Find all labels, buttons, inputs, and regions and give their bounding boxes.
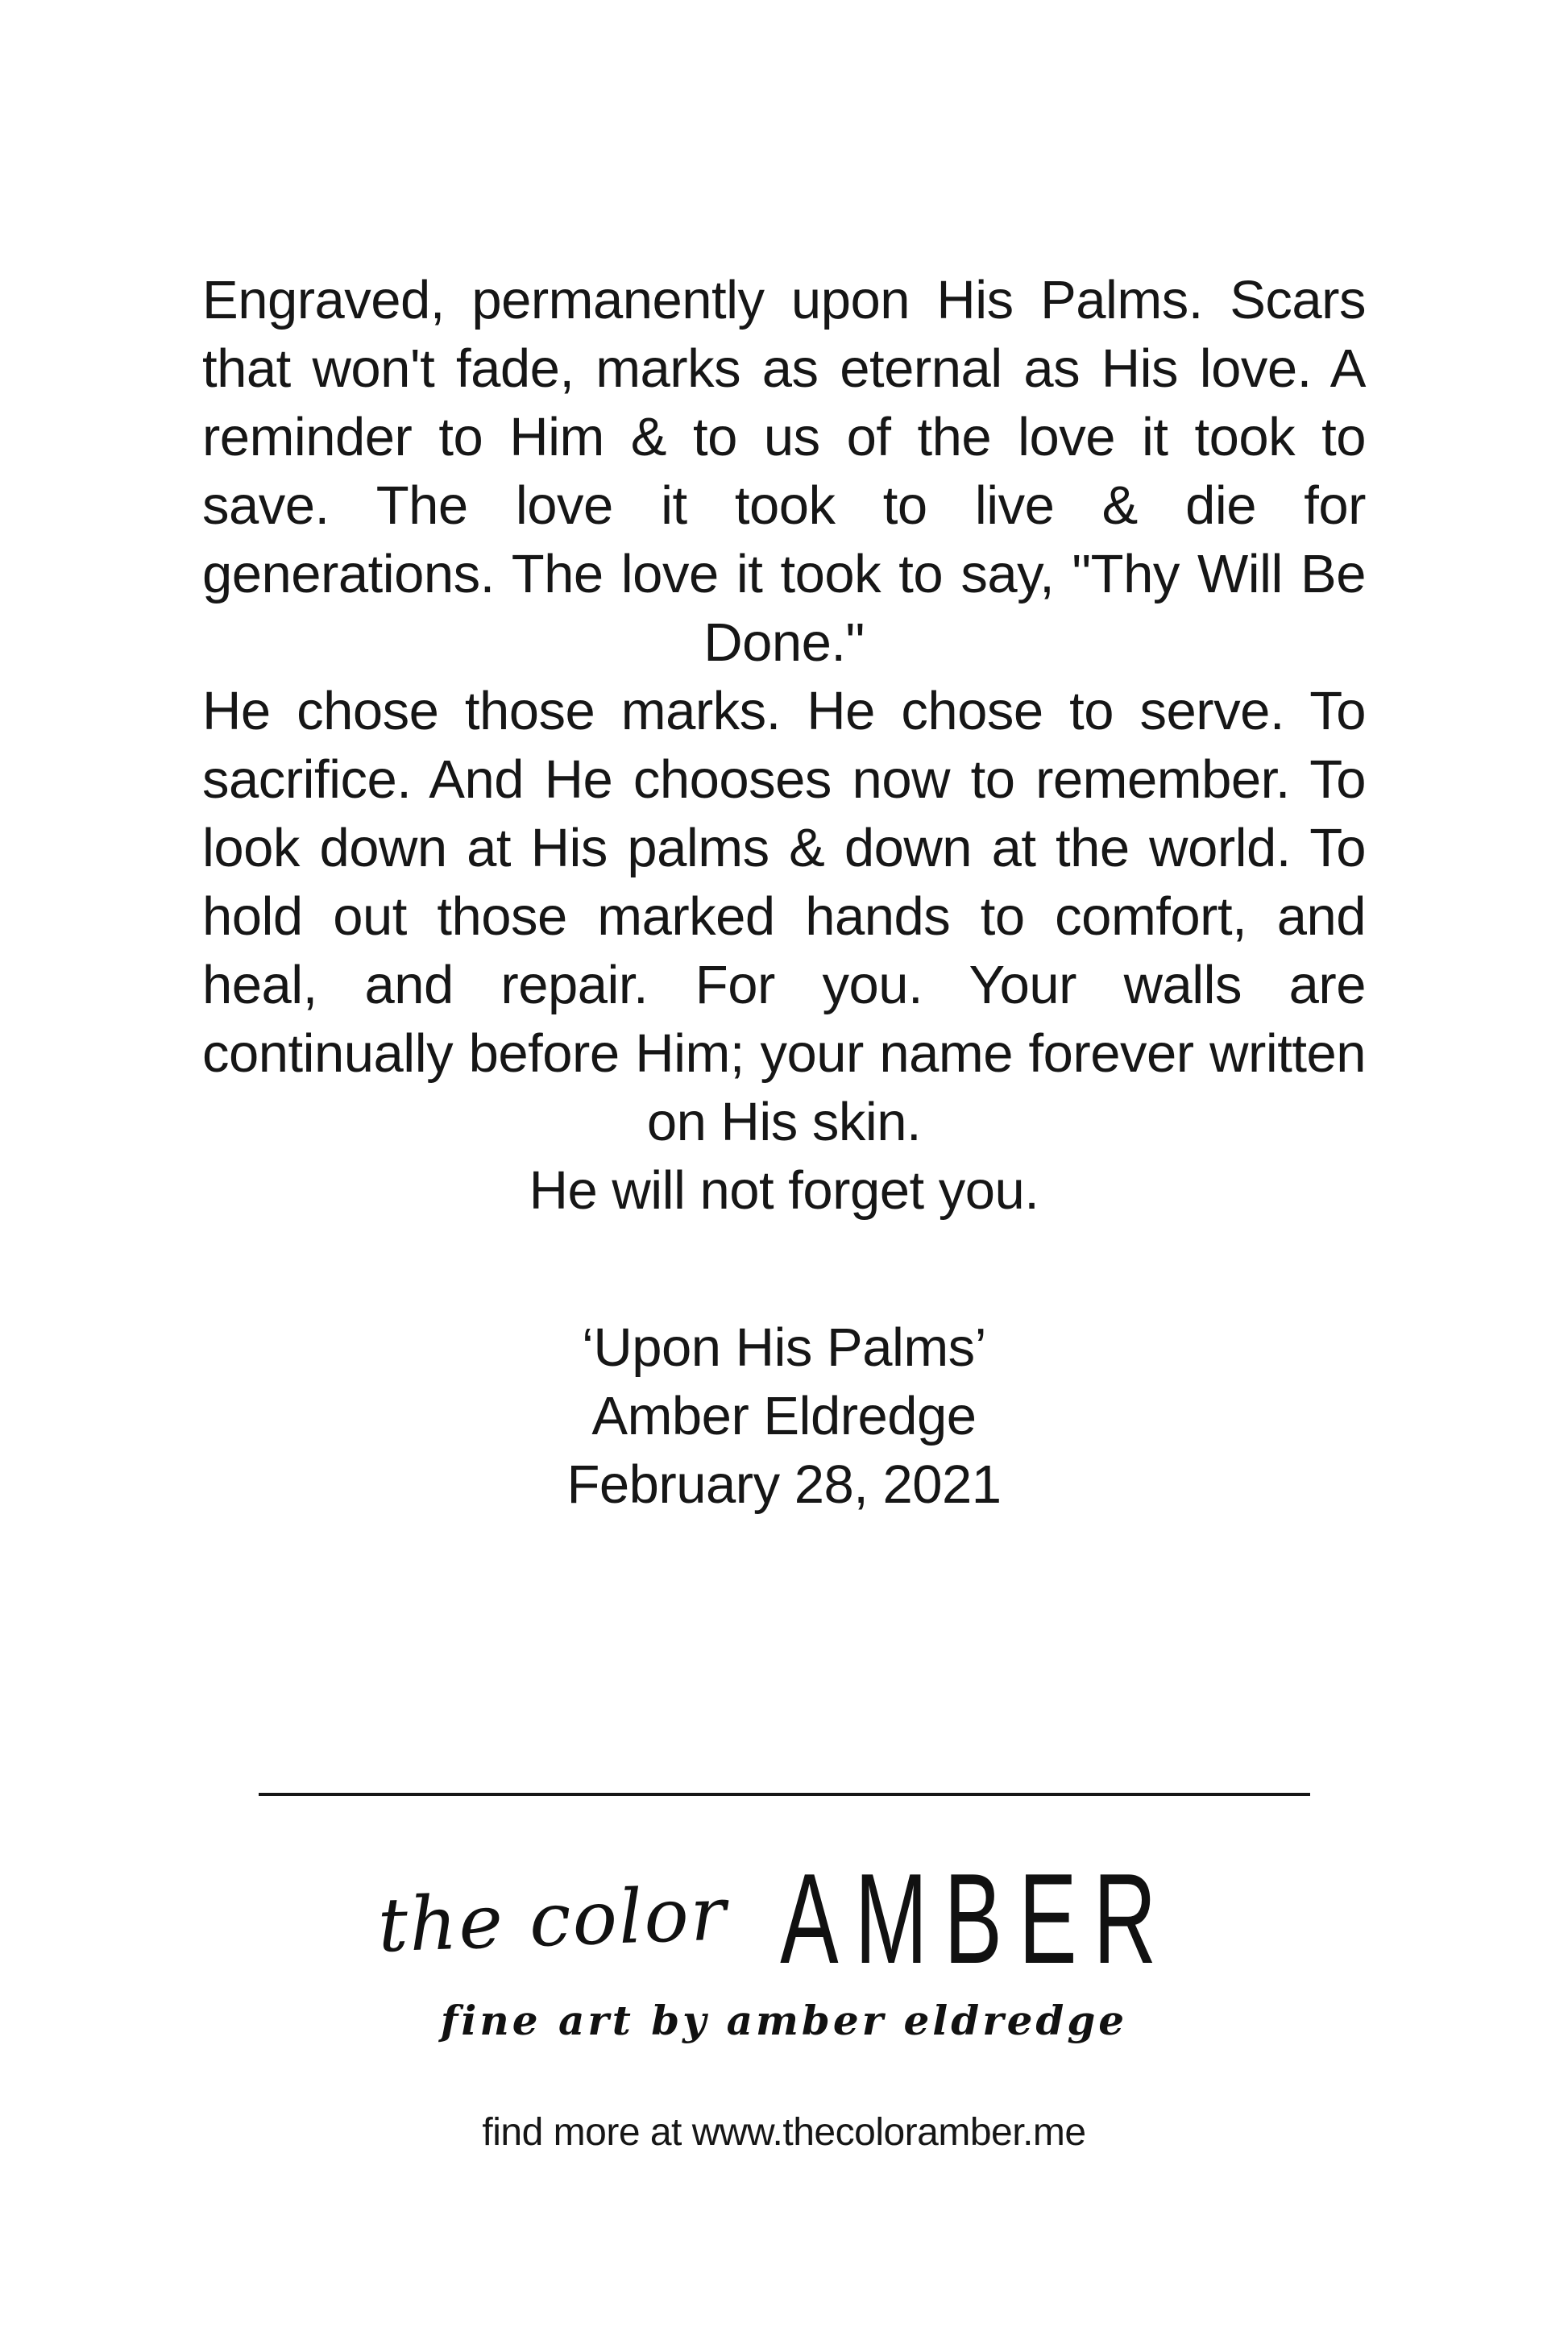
artist-name: Amber Eldredge xyxy=(591,1386,977,1446)
poem-text-block xyxy=(202,0,1366,1225)
artwork-title: ‘Upon His Palms’ xyxy=(581,1317,987,1378)
website-note: find more at www.thecoloramber.me xyxy=(482,2111,1086,2154)
brand-logo xyxy=(0,1847,1568,1992)
poem-paragraph-1: Engraved, permanently upon His Palms. Scars that won't fade, marks as eternal as His love. A reminder to Him & to us of the love it took to save. The love it took to live & die for generations. The love it took to say, "Thy Will Be Done." xyxy=(202,270,1366,673)
attribution-block xyxy=(0,1313,1568,1519)
poem-closing-line: He will not forget you. xyxy=(529,1160,1039,1221)
logo-tagline: fine art by amber eldredge xyxy=(440,1997,1128,2044)
poem-paragraph-2: He chose those marks. He chose to serve. To sacrifice. And He chooses now to remember. To look down at His palms & down at the world. To hold out those marked hands to comfort, and heal, and repair. For you. Your walls are continually before Him; your name forever written on His skin. xyxy=(202,681,1366,1152)
card-footer xyxy=(0,1793,1568,2155)
artwork-date: February 28, 2021 xyxy=(566,1454,1002,1515)
logo-prefix-text: the color xyxy=(376,1869,729,1969)
divider-line xyxy=(259,1793,1310,1796)
logo-brand-name: AMBER xyxy=(780,1847,1173,1992)
